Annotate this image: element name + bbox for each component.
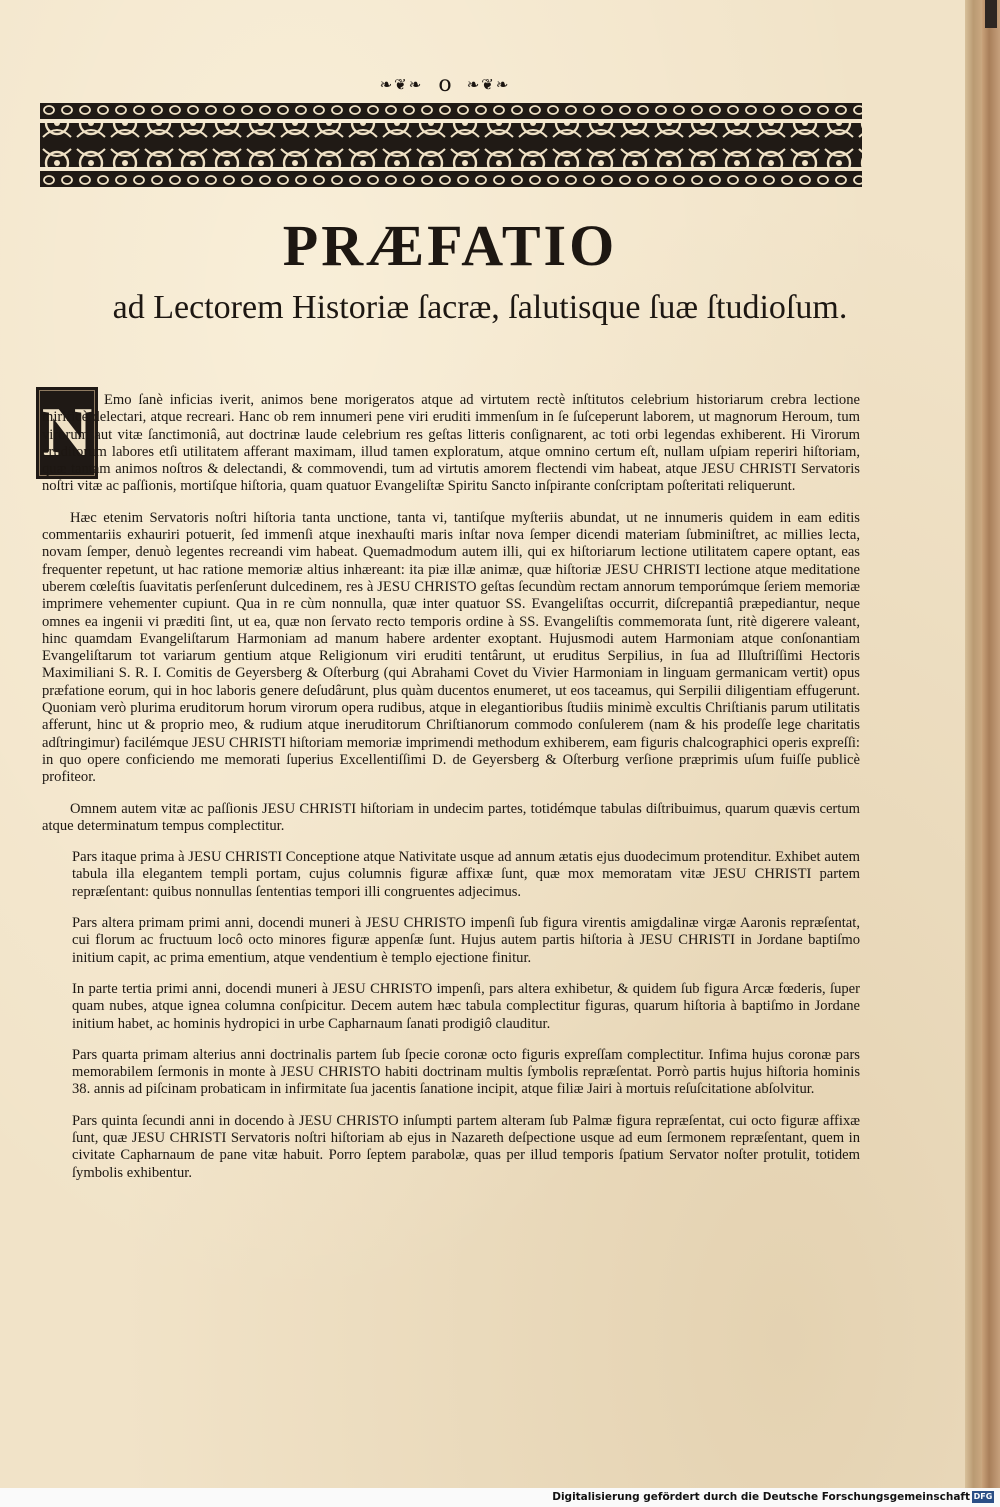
- scan-edge-block: [985, 0, 997, 28]
- fleuron-left-icon: ❧❦❧: [379, 75, 424, 94]
- digitization-footer: [0, 1488, 1000, 1507]
- page-edge: [965, 0, 982, 1488]
- paragraph-part-five: Pars quinta ſecundi anni in docendo à JESU CHRISTO inſumpti partem alteram ſub Palmæ figura repræſentat, cui octo figuræ affixæ ſunt, quæ JESU CHRISTI Servatoris noſtri hiſtoriam ab ejus in Nazareth deſpectione usque ad eum ſermonem repræſentant, quem in civitate Capharnaum de pane vitæ habuit. Porro ſeptem parabolæ, quas per illud temporis ſpatium Servator noſter protulit, totidem ſymbolis exhibentur.: [72, 1112, 860, 1181]
- paragraph-division: Omnem autem vitæ ac paſſionis JESU CHRISTI hiſtoriam in undecim partes, totidémque tabulas diſtribuimus, quarum quævis certum atque determinatum tempus complectitur.: [42, 800, 860, 834]
- fleuron-right-icon: ❧❦❧: [466, 75, 511, 94]
- drop-cap-letter: N: [41, 394, 93, 471]
- paragraph-intro: Emo ſanè inficias iverit, animos bene morigeratos atque ad virtutem rectè inſtitutos celebrium historiarum crebra lectione mirificè delectari, atque recreari. Hanc ob rem innumeri pene viri eruditi immenſum in ſe ſuſceperunt laborem, ut magnorum Heroum, tum virorum aut vitæ ſanctimoniâ, aut doctrinæ laude celebrium res geſtas litteris conſignarent, ac toti orbi legendas exhiberent. Hi Virorum eruditorum labores etſi utilitatem afferant maximam, illud tamen exploratum, atque omnino certum eſt, nullam uſpiam reperiri hiſtoriam, quæ tantam animos noſtros & delectandi, & commovendi, tum ad virtutis amorem flectendi vim habeat, atque JESU CHRISTI Servatoris noſtri vitæ ac paſſionis, mortiſque hiſtoria, quam quatuor Evangeliſtæ Spiritu Sancto inſpirante conſcriptam poſteritati reliquerunt.: [42, 392, 860, 495]
- headpiece-ornament: [40, 103, 862, 189]
- paragraph-harmony: Hæc etenim Servatoris noſtri hiſtoria tanta unctione, tanta vi, tantiſque myſteriis abundat, ut ne innumeris quidem in eam editis commentariis exhauriri potuerit, ſed immenſi atque inexhauſti maris inſtar nova ſemper dicendi materiam ſubminiſtret, ac millies lecta, novam ſemper, denuò legentes recreandi vim habeat. Quemadmodum autem illi, qui ex hiſtoriarum lectione utilitatem capere optant, eas frequenter repetunt, ut hac ratione memoriæ altius inhæreant: ita piæ illæ animæ, quæ hiſtoriæ JESU CHRISTI lectione atque meditatione uberem cœleſtis ſuavitatis perſenſerunt dulcedinem, res à JESU CHRISTO geſtas ſecundùm rectam annorum temporúmque ſeriem memoriæ imprimere vehementer cupiunt. Qua in re cùm nonnulla, quæ inter quatuor SS. Evangeliſtas occurrit, diſcrepantiâ præpediantur, neque omnes ea ingenii vi præditi ſint, ut ea, quæ non ſervato recto temporis ordine à SS. Evangeliſtis commemorata ſunt, ritè digerere valeant, hinc quamdam Evangeliſtarum Harmoniam ad manum habere ardenter exoptant. Hujusmodi autem Harmoniam atque conſonantiam Evangeliſtarum tot variarum gentium atque Religionum viri eruditi tentârunt, ut eruditus Serpilius, in ſua ad Illuſtriſſimi Hectoris Maximiliani S. R. I. Comitis de Geyersberg & Oſterburg (qui Abrahami Covet du Vivier Harmoniam in linguam germanicam vertit) opus præfatione eorum, qui in hoc laboris genere deſudârunt, plus quàm ducentos enumeret, ut eos taceamus, qui Serpilii diligentiam effugerunt. Quoniam verò plurima eruditorum horum virorum opera rudibus, atque in elegantioribus ſtudiis minimè excultis Chriſtianis parum utilitatis afferunt, hinc ut & proprio meo, & rudium atque ineruditorum Chriſtianorum commodo conſulerem (nam & his prodeſſe lege charitatis adſtringimur) facilémque JESU CHRISTI hiſtoriam memoriæ imprimendi methodum exhiberem, eam figuris chalcographici operis expreſſi: in quo opere conficiendo me memorati ſuperius Excellentiſſimi D. de Geyersberg & Oſterburg verſione præprimis uſum fuiſſe publicè profiteor.: [42, 509, 860, 786]
- footer-credit: Digitalisierung gefördert durch die Deutsche Forschungsgemeinschaft: [552, 1491, 970, 1503]
- scan-edge-strip: [982, 0, 1000, 1488]
- page-ornament-glyph: o: [438, 72, 452, 97]
- dfg-logo: DFG: [973, 1492, 993, 1501]
- page-subtitle: ad Lectorem Historiæ ſacræ, ſalutisque ſuæ ſtudioſum.: [112, 289, 848, 326]
- paragraph-part-four: Pars quarta primam alterius anni doctrinalis partem ſub ſpecie coronæ octo figuris expreſſam complectitur. Infima hujus coronæ pars memorabilem ſermonis in monte à JESU CHRISTO habiti doctrinam multis ſymbolis repræſentat. Porrò partis hujus hiſtoria hominis 38. annis ad piſcinam probaticam in infirmitate ſua jacentis ſanatione incipit, atque filiæ Jairi à mortuis reſuſcitatione abſolvitur.: [72, 1046, 860, 1098]
- page-ornament: [365, 72, 525, 98]
- paragraph-part-two: Pars altera primam primi anni, docendi muneri à JESU CHRISTO impenſi ſub figura virentis amigdalinæ virgæ Aaronis repræſentat, cui florum ac fructuum locô octo minores figuræ appenſæ ſunt. Hujus autem partis hiſtoria à JESU CHRISTI in Jordane baptiſmo initium capit, ac prima ementium, atque vendentium è templo ejectione finitur.: [72, 915, 860, 966]
- paragraph-part-three: In parte tertia primi anni, docendi muneri à JESU CHRISTO impenſi, pars altera exhibetur, & quidem ſub figura Arcæ fœderis, ſuper quam nubes, atque ignea columna conſpicitur. Decem autem hæc tabula complectitur figuras, quarum hiſtoria à baptiſmo in Jordane initium habet, ac hominis hydropici in urbe Capharnaum ſanati prodigiô clauditur.: [72, 980, 860, 1032]
- page-title: PRÆFATIO: [282, 213, 618, 278]
- paragraph-part-one: Pars itaque prima à JESU CHRISTI Conceptione atque Nativitate usque ad annum ætatis ejus duodecimum protenditur. Exhibet autem tabula illa elegantem templi portam, cujus columnis figuræ affixæ ſunt, quæ mox memoratam vitæ JESU CHRISTI partem repræſentant: quibus nonnullas ſententias tempori illi congruentes adjecimus.: [72, 849, 860, 900]
- body-text: [42, 392, 860, 1196]
